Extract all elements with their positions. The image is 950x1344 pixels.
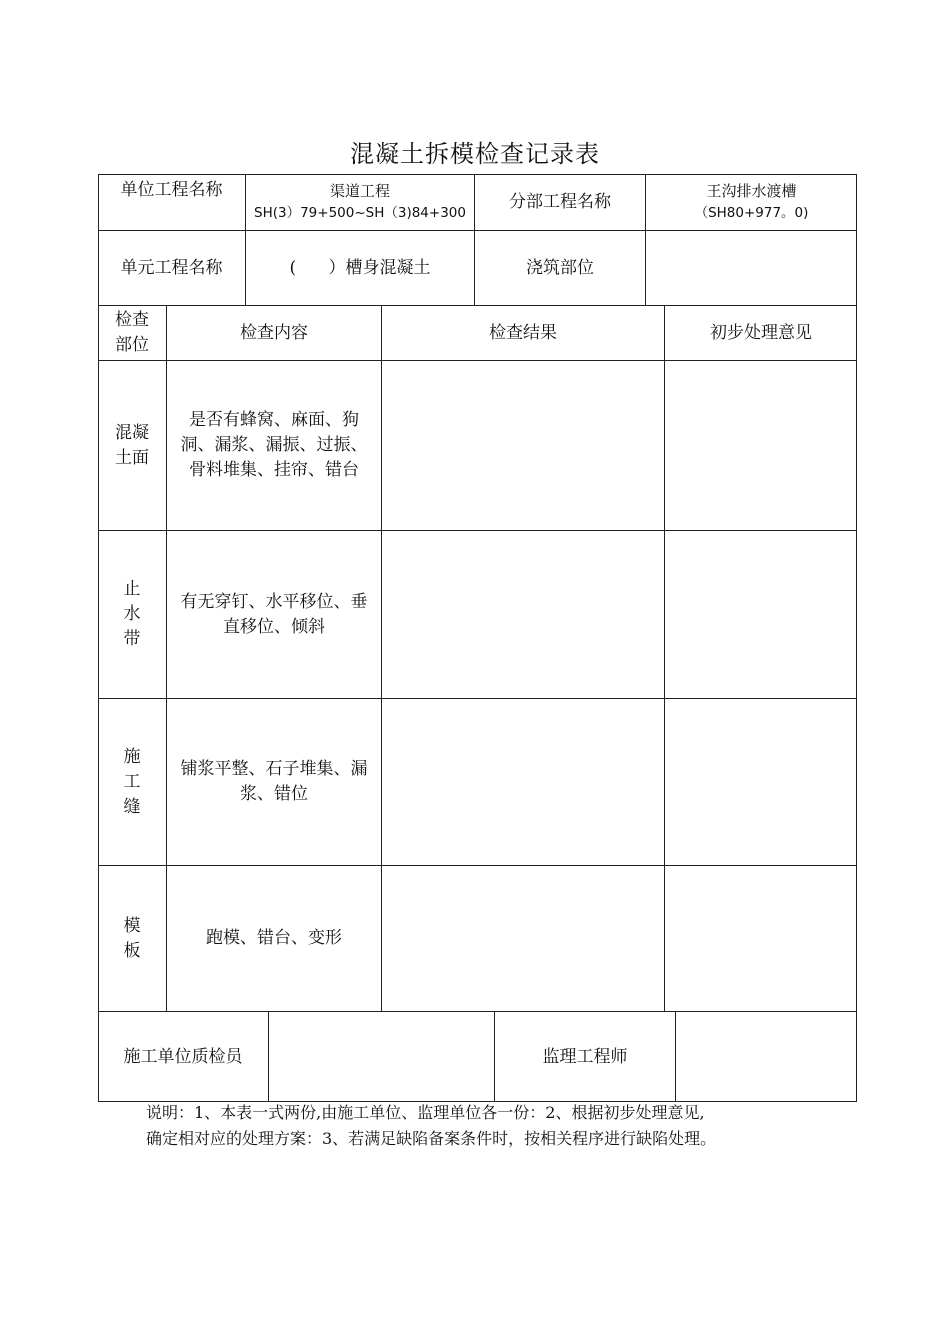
pouring-location-label: 浇筑部位 [475,231,646,306]
table-row-result[interactable] [382,699,665,866]
col-header-content: 检查内容 [167,306,382,361]
unit-project-label: 单位工程名称 [98,174,246,231]
table-row-opinion[interactable] [665,361,857,531]
sub-project-value[interactable] [646,174,857,231]
page-title: 混凝土拆模检查记录表 [350,140,600,168]
table-row-content: 是否有蜂窝、麻面、狗洞、漏浆、漏振、过振、骨料堆集、挂帘、错台 [167,361,382,531]
supervisor-signature[interactable] [676,1012,857,1102]
col-header-result: 检查结果 [382,306,665,361]
table-row-content: 跑模、错台、变形 [167,866,382,1012]
unit-project-line2: SH(3）79+500~SH（3)84+300 [254,205,466,221]
table-row-opinion[interactable] [665,866,857,1012]
table-row-result[interactable] [382,866,665,1012]
qc-inspector-signature[interactable] [269,1012,495,1102]
table-row-opinion[interactable] [665,531,857,699]
table-row-content: 铺浆平整、石子堆集、漏浆、错位 [167,699,382,866]
table-row-opinion[interactable] [665,699,857,866]
col-header-part: 检查部位 [98,306,167,361]
table-row-result[interactable] [382,531,665,699]
unit-project-line1: 渠道工程 [329,182,390,200]
table-row-part: 止水带 [98,531,167,699]
table-row-result[interactable] [382,361,665,531]
sub-project-label: 分部工程名称 [475,174,646,231]
element-project-value[interactable]: ( ）槽身混凝土 [246,231,475,306]
pouring-location-value[interactable] [646,231,857,306]
unit-project-value[interactable] [246,174,475,231]
sub-project-line1: 王沟排水渡槽 [706,182,797,200]
sub-project-line2: （SH80+977。0) [694,205,809,221]
table-row-part: 模板 [98,866,167,1012]
footnote [146,1100,846,1152]
table-row-part: 混凝土面 [98,361,167,531]
element-project-label: 单元工程名称 [98,231,246,306]
qc-inspector-label: 施工单位质检员 [98,1012,269,1102]
table-row-part: 施工缝 [98,699,167,866]
col-header-opinion: 初步处理意见 [665,306,857,361]
supervisor-label: 监理工程师 [495,1012,676,1102]
footnote-line-2: 确定相对应的处理方案：3、若满足缺陷备案条件时，按相关程序进行缺陷处理。 [146,1129,717,1148]
table-row-content: 有无穿钉、水平移位、垂直移位、倾斜 [167,531,382,699]
footnote-line-1: 说明：1、本表一式两份,由施工单位、监理单位各一份：2、根据初步处理意见, [146,1103,705,1122]
